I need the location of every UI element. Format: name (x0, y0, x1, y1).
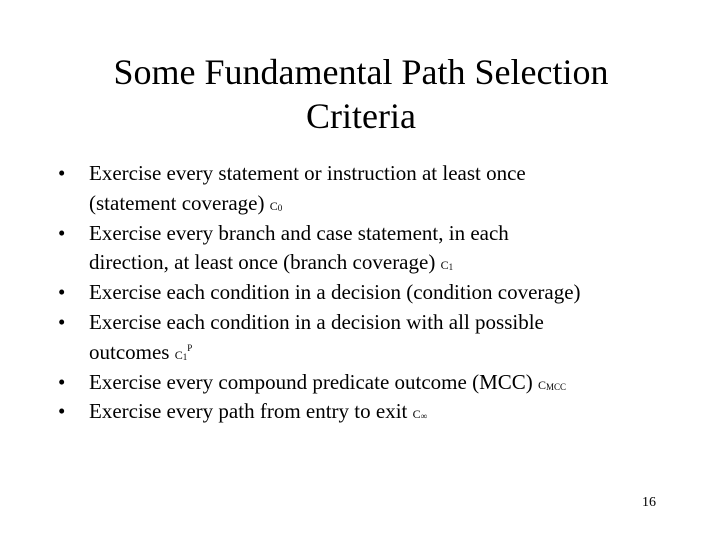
coverage-measure: C (269, 198, 278, 213)
bullet-text-line-1: Exercise every statement or instruction at least once (89, 161, 526, 185)
coverage-measure-subscript: ∞ (420, 411, 428, 422)
bullet-condition-coverage (0, 278, 720, 308)
bullet-path-coverage (0, 397, 720, 427)
criteria-bullet-list (0, 159, 720, 427)
bullet-text-line-1: Exercise every branch and case statement, in each (89, 220, 509, 245)
coverage-measure: C (412, 407, 421, 422)
coverage-measure-subscript: 1 (448, 262, 454, 273)
coverage-measure: C (538, 377, 547, 392)
bullet-statement-coverage (0, 159, 720, 219)
bullet-text-line-2: direction, at least once (branch coverage) (89, 250, 441, 275)
coverage-measure: C (174, 347, 183, 362)
bullet-dot-icon: • (58, 399, 66, 424)
coverage-measure-subscript: 1 (182, 351, 188, 362)
bullet-text-line-1: Exercise each condition in a decision (condition coverage) (89, 280, 581, 305)
coverage-measure-subscript: 0 (277, 202, 283, 213)
bullet-branch-coverage (0, 219, 720, 279)
bullet-mcc (0, 368, 720, 398)
page-number: 16 (642, 495, 656, 510)
slide-title-line-2: Criteria (306, 96, 416, 136)
slide-title (0, 50, 720, 138)
slide-title-line-1: Some Fundamental Path Selection (113, 52, 609, 92)
bullet-text-line-2: outcomes (89, 339, 175, 364)
bullet-dot-icon: • (58, 220, 66, 245)
coverage-measure-superscript: P (187, 342, 193, 353)
bullet-dot-icon: • (58, 161, 66, 185)
bullet-text-line-1: Exercise each condition in a decision with all possible (89, 309, 544, 334)
bullet-text-line-2: (statement coverage) (89, 190, 270, 215)
bullet-text-line-1: Exercise every path from entry to exit (89, 399, 413, 424)
bullet-all-outcomes (0, 308, 720, 368)
coverage-measure: C (440, 258, 449, 273)
coverage-measure-subscript: MCC (546, 381, 567, 392)
bullet-text-line-1: Exercise every compound predicate outcome (MCC) (89, 369, 539, 394)
bullet-dot-icon: • (58, 369, 66, 394)
bullet-dot-icon: • (58, 309, 66, 334)
bullet-dot-icon: • (58, 280, 66, 305)
